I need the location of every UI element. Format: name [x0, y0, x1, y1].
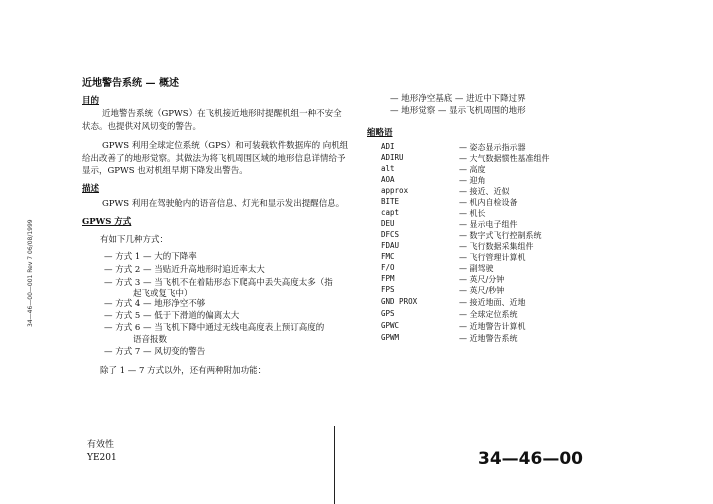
abbreviation-term: AOA: [381, 175, 395, 184]
abbreviation-meaning: — 近地警告计算机: [459, 322, 526, 331]
abbreviation-term: FPM: [381, 274, 395, 283]
mode-item-continuation: 起飞或复飞中）: [133, 289, 193, 299]
abbreviation-meaning: — 接近、近似: [459, 187, 510, 196]
modes-intro: 有如下几种方式：: [100, 235, 169, 245]
abbreviation-term: ADI: [381, 142, 395, 151]
abbreviation-row: [381, 321, 621, 332]
mode-item-continuation: 语音报数: [133, 335, 168, 345]
abbreviation-meaning: — 英尺/秒钟: [459, 286, 505, 295]
abbreviation-term: approx: [381, 186, 409, 195]
abbreviation-meaning: — 副驾驶: [459, 264, 494, 273]
abbreviation-term: DFCS: [381, 230, 400, 239]
abbreviation-row: [381, 208, 621, 219]
description-paragraph: GPWS 利用在驾驶舱内的语音信息、灯光和显示发出提醒信息。: [102, 199, 345, 209]
abbreviation-row: [381, 219, 621, 230]
mode-item: — 方式 6 — 当飞机下降中通过无线电高度表上预订高度的: [104, 323, 325, 333]
abbreviation-term: alt: [381, 164, 395, 173]
abbreviation-meaning: — 高度: [459, 165, 486, 174]
abbreviation-term: ADIRU: [381, 153, 404, 162]
abbreviation-row: [381, 333, 621, 344]
modes-heading: GPWS 方式: [82, 217, 132, 227]
abbreviations-heading: 缩略语: [367, 128, 393, 138]
abbreviation-row: [381, 263, 621, 274]
extra-function-item: — 地形净空基底 — 进近中下降过界: [390, 94, 526, 104]
abbreviation-row: [381, 309, 621, 320]
abbreviation-term: DEU: [381, 219, 395, 228]
extra-function-item: — 地形觉察 — 显示飞机周围的地形: [390, 106, 526, 116]
purpose-heading: 目的: [82, 96, 100, 106]
abbreviation-term: GPWC: [381, 321, 400, 330]
effectivity-value: YE201: [87, 453, 117, 463]
mode-item: — 方式 1 — 大的下降率: [104, 252, 197, 262]
abbreviation-term: FDAU: [381, 241, 400, 250]
abbreviation-meaning: — 大气数据惯性基准组件: [459, 154, 550, 163]
abbreviation-row: [381, 241, 621, 252]
abbreviation-term: F/O: [381, 263, 395, 272]
abbreviation-row: [381, 252, 621, 263]
side-revision-note: 34—46—00—001 Rev 7 06/08/1999: [27, 219, 34, 327]
abbreviation-row: [381, 153, 621, 164]
abbreviation-row: [381, 164, 621, 175]
abbreviation-row: [381, 274, 621, 285]
mode-item: — 方式 3 — 当飞机不在着陆形态下爬高中丢失高度太多（指: [104, 278, 333, 288]
modes-footer: 除了 1 — 7 方式以外，还有两种附加功能：: [100, 366, 267, 376]
effectivity-label: 有效性: [87, 440, 115, 450]
abbreviation-meaning: — 英尺/分钟: [459, 275, 505, 284]
abbreviation-term: FMC: [381, 252, 395, 261]
mode-item: — 方式 2 — 当贴近升高地形时追近率太大: [104, 265, 265, 275]
abbreviation-meaning: — 机内自检设备: [459, 198, 518, 207]
abbreviation-term: GPWM: [381, 333, 400, 342]
abbreviation-row: [381, 175, 621, 186]
description-heading: 描述: [82, 184, 100, 194]
abbreviation-row: [381, 142, 621, 153]
abbreviation-row: [381, 285, 621, 296]
mode-item: — 方式 5 — 低于下滑道的偏离太大: [104, 311, 240, 321]
abbreviation-meaning: — 姿态显示指示器: [459, 143, 526, 152]
abbreviation-term: GND PROX: [381, 297, 418, 306]
footer-divider: [334, 426, 335, 504]
abbreviation-meaning: — 飞行数据采集组件: [459, 242, 534, 251]
abbreviation-row: [381, 297, 621, 308]
purpose-paragraph-2: GPWS 利用全球定位系统（GPS）和可装载软件数据库的 向机组给出改善了的地形觉察。其做法为将飞机周围区域的地形信息详情给予显示，GPWS 也对机组早期下降发出警告。: [82, 141, 349, 176]
abbreviation-term: FPS: [381, 285, 395, 294]
abbreviation-meaning: — 机长: [459, 209, 486, 218]
abbreviation-term: GPS: [381, 309, 395, 318]
page-title: 近地警告系统 — 概述: [82, 78, 179, 89]
purpose-paragraph-1: 近地警告系统（GPWS）在飞机接近地形时提醒机组一种不安全状态。也提供对风切变的警告。: [82, 109, 342, 132]
document-number: 34—46—00: [478, 449, 583, 469]
abbreviation-meaning: — 飞行管理计算机: [459, 253, 526, 262]
abbreviation-term: capt: [381, 208, 400, 217]
abbreviation-meaning: — 迎角: [459, 176, 486, 185]
abbreviation-row: [381, 197, 621, 208]
abbreviation-meaning: — 全球定位系统: [459, 310, 518, 319]
abbreviation-row: [381, 230, 621, 241]
mode-item: — 方式 7 — 风切变的警告: [104, 347, 206, 357]
abbreviation-row: [381, 186, 621, 197]
abbreviation-meaning: — 显示电子组件: [459, 220, 518, 229]
abbreviation-meaning: — 近地警告系统: [459, 334, 518, 343]
abbreviation-meaning: — 数字式飞行控制系统: [459, 231, 542, 240]
mode-item: — 方式 4 — 地形净空不够: [104, 299, 206, 309]
abbreviation-term: BITE: [381, 197, 400, 206]
abbreviation-meaning: — 接近地面、近地: [459, 298, 526, 307]
